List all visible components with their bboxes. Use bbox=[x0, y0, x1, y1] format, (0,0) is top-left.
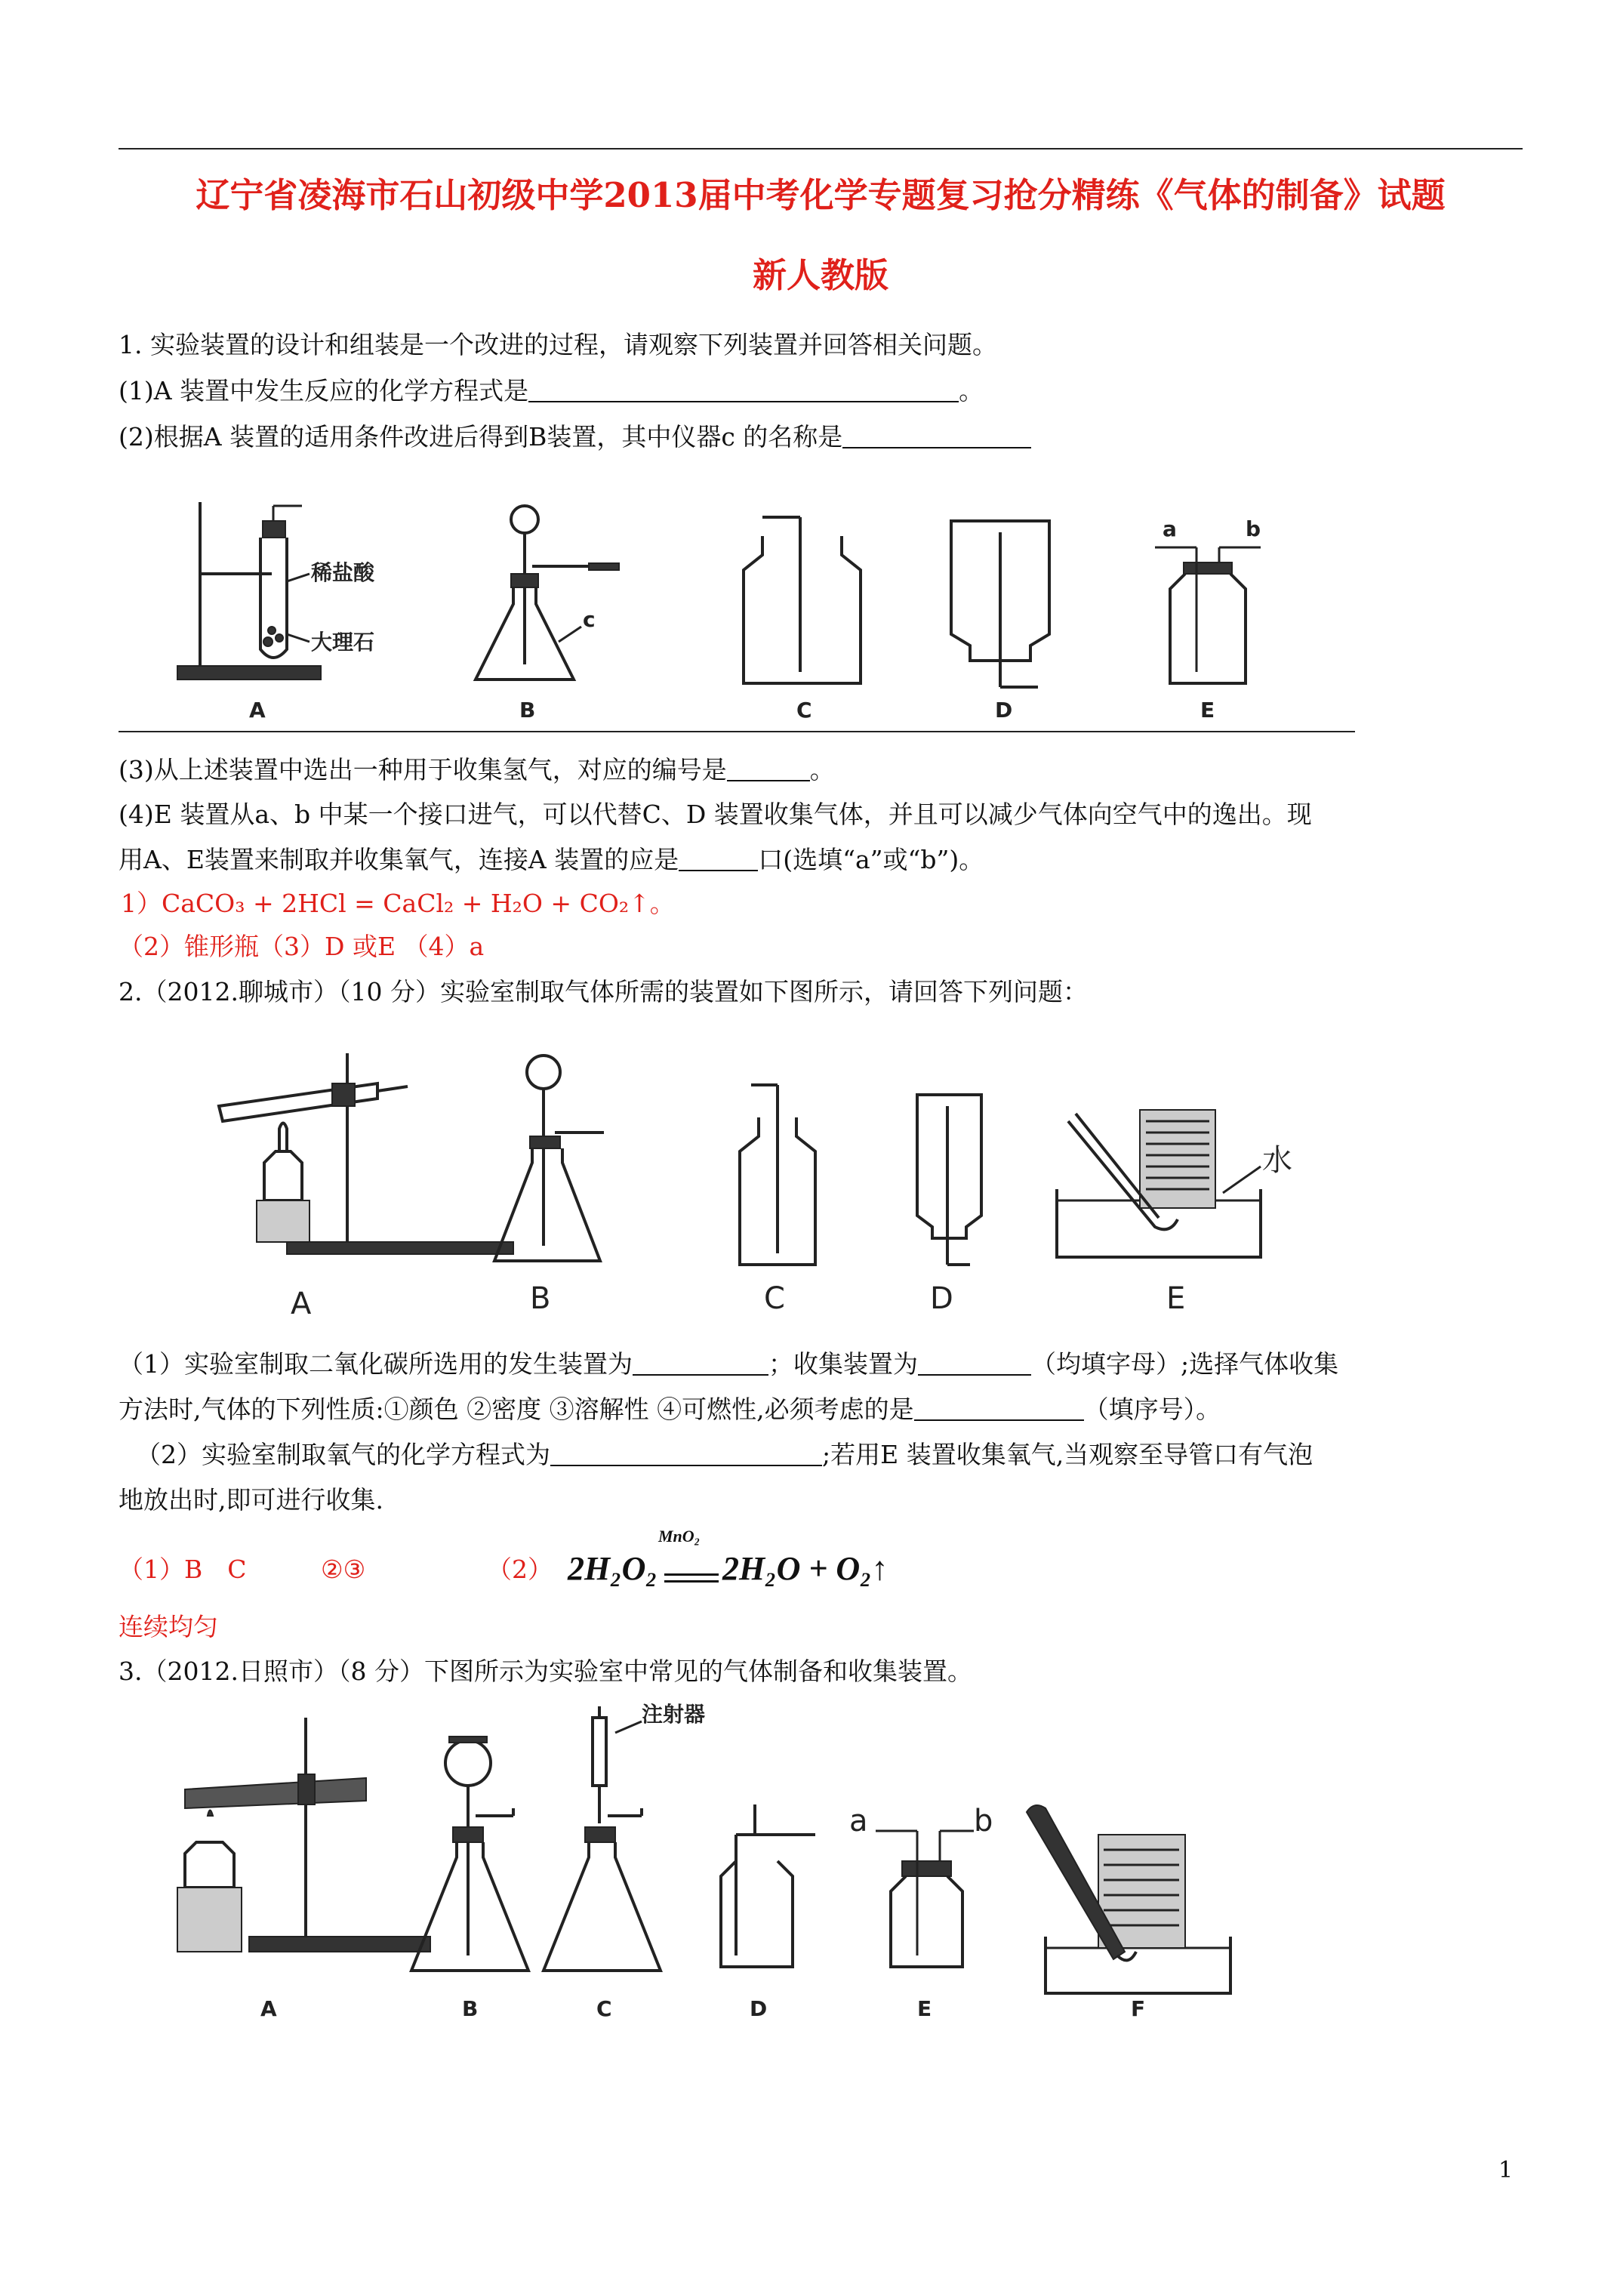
q3-label-f: F bbox=[1131, 1996, 1146, 2021]
q3-port-a: a bbox=[849, 1804, 868, 1838]
q2-equation-left: 2H₂O₂ bbox=[568, 1550, 658, 1587]
q2-answer-2-label: （2） bbox=[487, 1555, 553, 1584]
q3-apparatus-e bbox=[849, 1804, 993, 1967]
q2-answer-1b: ②③ bbox=[321, 1555, 366, 1584]
q3-apparatus-c bbox=[544, 1703, 705, 1971]
q2-answer-1: （1）B C bbox=[119, 1555, 247, 1584]
q1-part2 bbox=[119, 421, 1031, 454]
q1-part3 bbox=[119, 754, 835, 787]
q2-answer-blank-4 bbox=[550, 1439, 822, 1466]
q1-label-a: A bbox=[249, 698, 266, 723]
q2-equation-sign bbox=[664, 1573, 719, 1583]
q1-part2-text: (2)根据A 装置的适用条件改进后得到B装置，其中仪器c 的名称是 bbox=[119, 422, 843, 451]
q1-apparatus-c bbox=[744, 517, 861, 683]
q1-part1-prefix: (1)A 装置中发生反应的化学方程式是 bbox=[119, 376, 529, 405]
q2-water-label: 水 bbox=[1262, 1143, 1292, 1178]
q3-label-e: E bbox=[917, 1996, 932, 2021]
q1-part4-line2 bbox=[119, 843, 984, 877]
q3-label-c: C bbox=[596, 1996, 612, 2021]
q1-answer-blank-3 bbox=[727, 754, 810, 781]
q3-label-b: B bbox=[462, 1996, 479, 2021]
page-number: 1 bbox=[1498, 2157, 1514, 2184]
q3-port-b: b bbox=[974, 1804, 993, 1838]
q1-reagent-marble: 大理石 bbox=[311, 630, 375, 655]
q2-part1-line1 bbox=[119, 1348, 1338, 1381]
q2-part1-c: （均填字母）;选择气体收集 bbox=[1031, 1349, 1339, 1379]
q1-answer-line2: （2）锥形瓶（3）D 或E （4）a bbox=[119, 932, 485, 961]
q1-apparatus-a bbox=[177, 502, 375, 680]
q1-answer-blank-1 bbox=[528, 375, 959, 402]
q3-stem: 3.（2012.日照市）（8 分）下图所示为实验室中常见的气体制备和收集装置。 bbox=[119, 1657, 972, 1686]
q1-part1-suffix: 。 bbox=[959, 376, 984, 405]
q2-apparatus-e bbox=[1057, 1110, 1292, 1257]
q1-c-label: c bbox=[583, 607, 596, 632]
q2-part1-a: （1）实验室制取二氧化碳所选用的发生装置为 bbox=[119, 1349, 633, 1379]
q2-apparatus-c bbox=[740, 1085, 815, 1265]
q2-part1-line2 bbox=[119, 1393, 1221, 1426]
q3-apparatus-d bbox=[721, 1804, 815, 1967]
q1-port-b: b bbox=[1246, 516, 1261, 541]
q2-answer-extra: 连续均匀 bbox=[119, 1612, 218, 1641]
q2-equation-right: 2H₂O + O₂↑ bbox=[722, 1550, 888, 1587]
q3-apparatus-f bbox=[1027, 1805, 1230, 1993]
q2-label-c: C bbox=[764, 1281, 785, 1316]
q2-equation-catalyst: MnO₂ bbox=[658, 1527, 701, 1546]
q2-apparatus-d bbox=[917, 1095, 981, 1265]
q2-label-a: A bbox=[291, 1287, 312, 1321]
q3-label-d: D bbox=[750, 1996, 768, 2021]
q3-label-a: A bbox=[260, 1996, 277, 2021]
q3-apparatus-b bbox=[411, 1737, 528, 1971]
q1-part4-line1: (4)E 装置从a、b 中某一个接口进气，可以代替C、D 装置收集气体，并且可以减少气体向空气中的逸出。现 bbox=[119, 800, 1312, 829]
document-title-line2: 新人教版 bbox=[752, 255, 888, 295]
q2-stem: 2.（2012.聊城市）（10 分）实验室制取气体所需的装置如下图所示，请回答下列问题： bbox=[119, 977, 1088, 1006]
q1-answer-line1: 1）CaCO₃ + 2HCl = CaCl₂ + H₂O + CO₂↑。 bbox=[121, 889, 675, 918]
q1-label-d: D bbox=[995, 698, 1013, 723]
q1-part3-suffix: 。 bbox=[809, 755, 835, 784]
q1-label-c: C bbox=[796, 698, 812, 723]
q2-apparatus-b bbox=[494, 1056, 604, 1261]
document-title-line1: 辽宁省凌海市石山初级中学2013届中考化学专题复习抢分精练《气体的制备》试题 bbox=[196, 175, 1446, 215]
q1-reagent-hcl: 稀盐酸 bbox=[311, 560, 375, 585]
q3-apparatus-a bbox=[177, 1718, 430, 1952]
q2-answer-blank-1 bbox=[633, 1348, 768, 1376]
q2-equation bbox=[568, 1527, 892, 1595]
q1-apparatus-b bbox=[476, 506, 619, 680]
q1-port-a: a bbox=[1163, 516, 1177, 541]
q1-answer-blank-2 bbox=[842, 421, 1031, 448]
q2-label-e: E bbox=[1166, 1281, 1186, 1316]
q1-stem: 1. 实验装置的设计和组装是一个改进的过程，请观察下列装置并回答相关问题。 bbox=[119, 330, 997, 359]
q2-apparatus-figure bbox=[204, 1038, 1306, 1325]
q1-label-e: E bbox=[1200, 698, 1215, 723]
q2-answer-blank-2 bbox=[918, 1348, 1031, 1376]
q1-figure-rule bbox=[119, 731, 1355, 732]
q2-apparatus-a bbox=[219, 1053, 513, 1254]
q2-part2-line2: 地放出时,即可进行收集. bbox=[119, 1485, 383, 1515]
q1-part4-line2-suffix: 口(选填“a”或“b”)。 bbox=[758, 845, 984, 874]
q2-part1-line2-b: （填序号）。 bbox=[1083, 1395, 1221, 1424]
q1-apparatus-e bbox=[1155, 516, 1261, 683]
q2-part1-b: ；收集装置为 bbox=[768, 1349, 918, 1379]
q1-answer-blank-4 bbox=[679, 844, 758, 871]
q1-part1 bbox=[119, 374, 984, 408]
q2-label-b: B bbox=[530, 1281, 551, 1316]
q1-apparatus-figure bbox=[151, 491, 1359, 732]
q3-apparatus-figure bbox=[151, 1703, 1329, 2035]
q2-answer-blank-3 bbox=[914, 1394, 1084, 1421]
q1-part3-prefix: (3)从上述装置中选出一种用于收集氢气，对应的编号是 bbox=[119, 755, 727, 784]
q2-label-d: D bbox=[930, 1281, 953, 1316]
q3-syringe-label: 注射器 bbox=[642, 1703, 706, 1727]
header-rule bbox=[119, 148, 1523, 149]
q1-label-b: B bbox=[519, 698, 536, 723]
q1-part4-line2-prefix: 用A、E装置来制取并收集氧气，连接A 装置的应是 bbox=[119, 845, 679, 874]
q2-part2-a: （2）实验室制取氧气的化学方程式为 bbox=[136, 1440, 550, 1469]
q2-part1-line2-a: 方法时,气体的下列性质:①颜色 ②密度 ③溶解性 ④可燃性,必须考虑的是 bbox=[119, 1395, 914, 1424]
q2-part2-line1 bbox=[136, 1438, 1313, 1472]
q1-apparatus-d bbox=[951, 521, 1049, 687]
q2-part2-b: ;若用E 装置收集氧气,当观察至导管口有气泡 bbox=[822, 1440, 1313, 1469]
